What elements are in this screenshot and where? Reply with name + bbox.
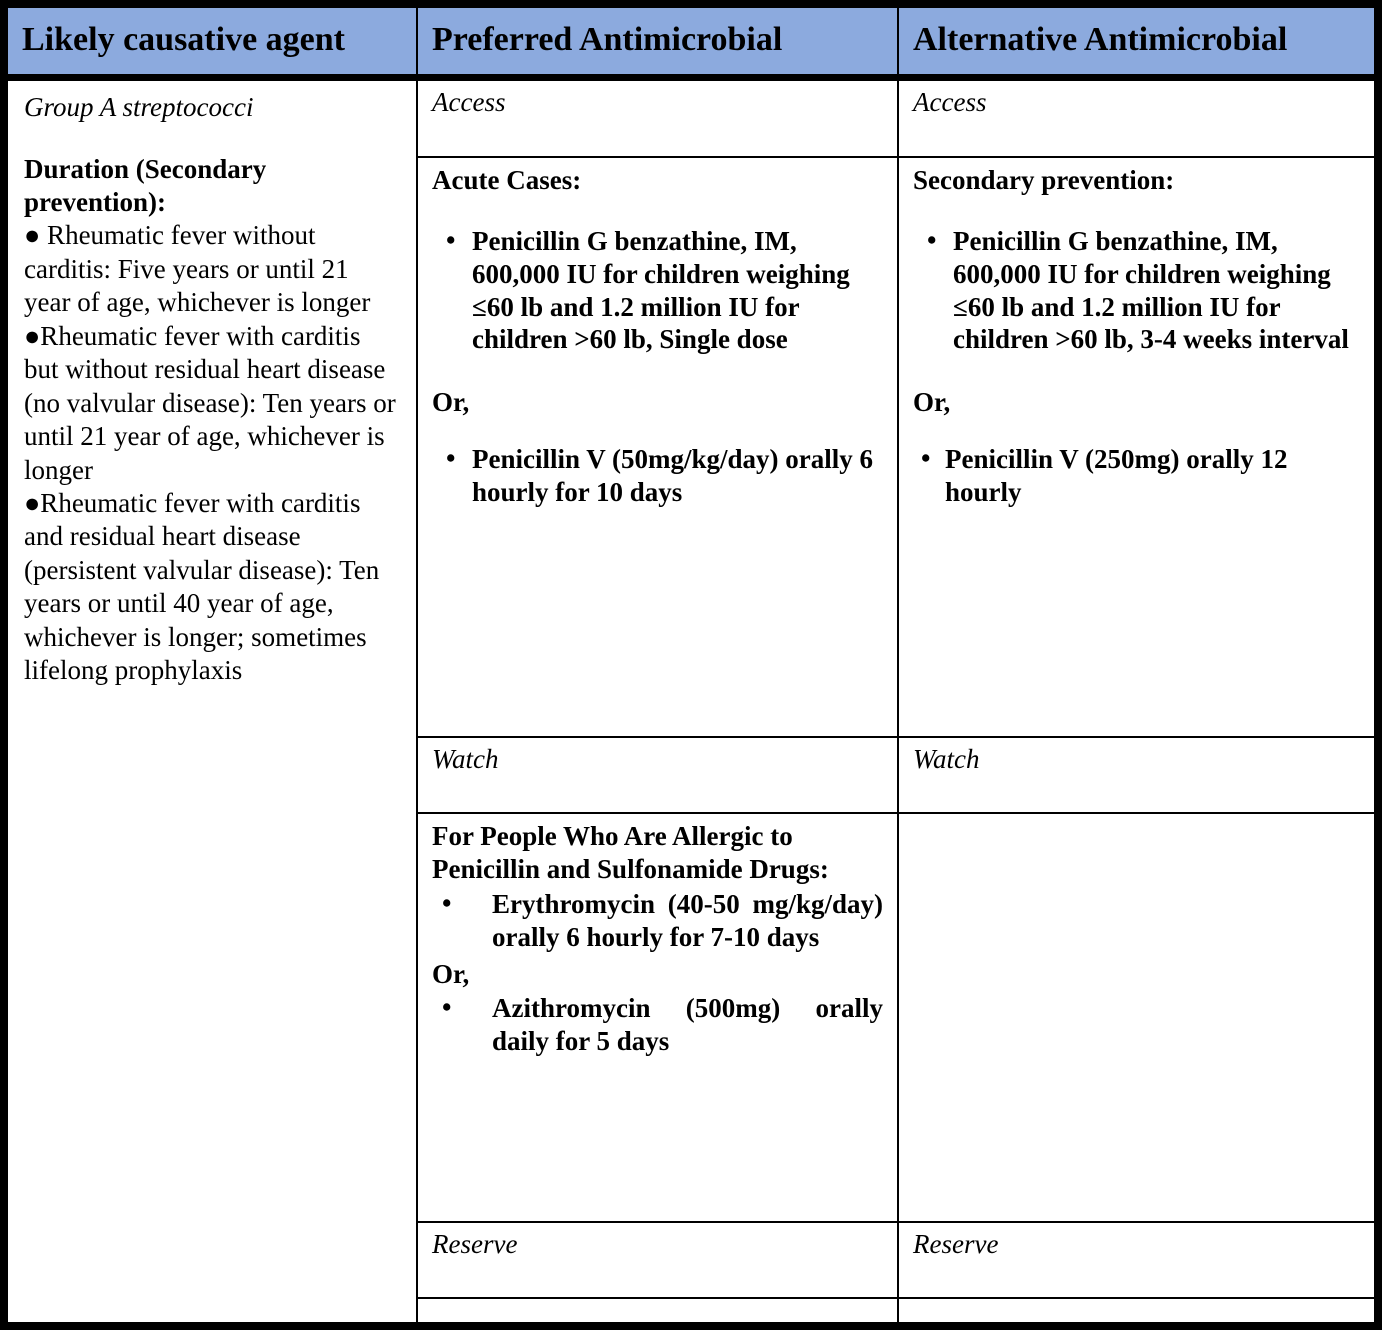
reserve-alternative-empty [913,1305,1360,1314]
cell-reserve-alternative [898,1298,1374,1322]
cell-watch-label-alternative [898,737,1374,813]
cell-watch-label-preferred [417,737,898,813]
access-alternative-bullets-secondary [913,443,1360,509]
dose-item: • Penicillin V (250mg) orally 12 hourly [913,443,1360,509]
cell-access-preferred [417,157,898,737]
aware-category-label-access: Access [432,87,506,117]
reserve-preferred-empty [432,1305,883,1314]
dose-item: • Penicillin G benzathine, IM, 600,000 IU for children weighing ≤60 lb and 1.2 million IU for children >60 lb, 3-4 weeks interval [913,225,1360,357]
access-preferred-heading: Acute Cases: [432,165,582,196]
duration-item: ● Rheumatic fever without carditis: Five years or until 21 year of age, whichever is longer [24,220,371,318]
dose-item: • Erythromycin (40-50 mg/kg/day) orally 6 hourly for 7-10 days [432,888,883,954]
antimicrobial-guidance-table [8,8,1374,1322]
cell-access-label-alternative [898,78,1374,158]
access-alternative-bullets-primary [913,225,1360,357]
cell-access-label-preferred [417,78,898,158]
aware-category-label-reserve: Reserve [432,1229,518,1260]
column-header-alternative-antimicrobial: Alternative Antimicrobial [898,8,1374,78]
access-alternative-heading: Secondary prevention: [913,165,1175,196]
watch-preferred-or-label: Or, [432,958,470,989]
agent-name: Group A streptococci [24,92,254,122]
header-row [8,8,1374,78]
aware-category-label-reserve: Reserve [913,1229,999,1260]
cell-reserve-label-alternative [898,1222,1374,1298]
watch-preferred-bullets-secondary [432,992,883,1058]
access-preferred-or-label: Or, [432,387,470,418]
row-access-label [8,78,1374,158]
duration-heading: Duration (Secondary prevention): [24,154,267,218]
cell-causative-agent [8,78,417,1323]
cell-access-alternative [898,157,1374,737]
cell-watch-preferred [417,813,898,1222]
column-header-likely-causative-agent: Likely causative agent [8,8,417,78]
duration-item: ●Rheumatic fever with carditis but without residual heart disease (no valvular disease): Ten years or until 21 year of age, whichever is longer [24,320,396,485]
access-alternative-or-label: Or, [913,387,951,418]
duration-list [24,219,400,688]
aware-category-label-watch: Watch [913,744,980,775]
access-preferred-bullets-secondary [432,443,883,509]
table-body [8,78,1374,1323]
dose-item: • Azithromycin (500mg) orally daily for 5 days [432,992,883,1058]
watch-preferred-bullets-primary [432,888,883,954]
access-preferred-bullets-primary [432,225,883,357]
aware-category-label-access: Access [913,87,987,117]
cell-reserve-label-preferred [417,1222,898,1298]
cell-reserve-preferred [417,1298,898,1322]
watch-alternative-empty [913,820,1360,1213]
table-header [8,8,1374,78]
column-header-preferred-antimicrobial: Preferred Antimicrobial [417,8,898,78]
cell-watch-alternative [898,813,1374,1222]
dose-item: • Penicillin G benzathine, IM, 600,000 IU for children weighing ≤60 lb and 1.2 million IU for children >60 lb, Single dose [432,225,883,357]
dose-item: • Penicillin V (50mg/kg/day) orally 6 hourly for 10 days [432,443,883,509]
duration-item: ●Rheumatic fever with carditis and residual heart disease (persistent valvular disease): Ten years or until 40 year of age, whichever is longer; sometimes lifelong prophylaxis [24,488,380,686]
watch-preferred-heading: For People Who Are Allergic to Penicillin and Sulfonamide Drugs: [432,821,829,885]
aware-category-label-watch: Watch [432,744,499,775]
